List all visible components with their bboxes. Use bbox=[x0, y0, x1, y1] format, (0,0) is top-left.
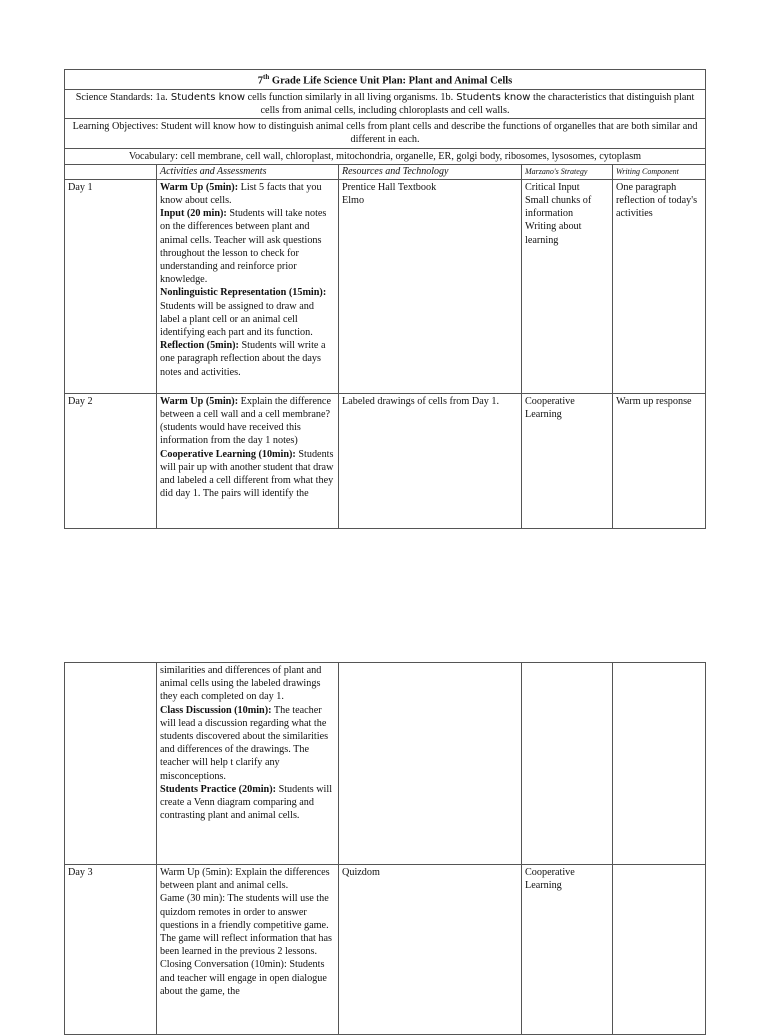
day2-warmup bbox=[160, 395, 335, 448]
day1-nonlinguistic-text: Students will be assigned to draw and label a plant cell or an animal cell identifying each part and its function. bbox=[160, 300, 314, 338]
students-practice-text: Students will create a Venn diagram comparing and contrasting plant and animal cells. bbox=[160, 783, 333, 822]
day2-warmup-text: Explain the difference between a cell wall and a cell membrane? (students would have received this information from the day 1 notes) bbox=[160, 395, 331, 447]
day1-reflection bbox=[160, 339, 335, 379]
day1-label: Day 1 bbox=[65, 179, 157, 393]
unit-plan-table-page2 bbox=[64, 662, 706, 1035]
header-activities: Activities and Assessments bbox=[157, 164, 339, 179]
day3-game: Game (30 min): The students will use the quizdom remotes in order to answer questions in a friendly competitive game. The game will reflect information that has been learned in the previous 2 lessons. bbox=[160, 893, 332, 958]
header-strategy: Marzano's Strategy bbox=[522, 164, 613, 179]
day3-row bbox=[65, 865, 706, 1035]
standard-1b-lead: Students know bbox=[453, 91, 531, 103]
header-resources: Resources and Technology bbox=[339, 164, 522, 179]
vocabulary: Vocabulary: cell membrane, cell wall, chloroplast, mitochondria, organelle, ER, golgi body, ribosomes, lysosomes, cytoplasm bbox=[65, 148, 706, 164]
standard-1a-lead: Students know bbox=[167, 91, 246, 103]
unit-plan-table-page1 bbox=[64, 69, 706, 529]
day1-nonlinguistic bbox=[160, 286, 335, 339]
header-writing: Writing Component bbox=[613, 164, 706, 179]
grade-suffix: th bbox=[263, 73, 270, 81]
day2-writing: Warm up response bbox=[613, 393, 706, 528]
day3-activities bbox=[157, 865, 339, 1035]
day1-strategy-item: Critical Input bbox=[525, 181, 580, 193]
objectives-row bbox=[65, 119, 706, 148]
continued-day-cell bbox=[65, 663, 157, 865]
day3-warmup: Warm Up (5min): Explain the differences between plant and animal cells. bbox=[160, 867, 330, 892]
day2-cooperative-heading: Cooperative Learning (10min): bbox=[160, 448, 296, 460]
standard-1b-text: the characteristics that distinguish plant cells from animal cells, including chloroplasts and cell walls. bbox=[260, 91, 695, 116]
day1-strategy bbox=[522, 179, 613, 393]
class-discussion-heading: Class Discussion (10min): bbox=[160, 704, 272, 716]
grade-number: 7 bbox=[257, 75, 264, 87]
day1-activities bbox=[157, 179, 339, 393]
continued-writing-cell bbox=[613, 663, 706, 865]
unit-title-text: Grade Life Science Unit Plan: Plant and Animal Cells bbox=[269, 75, 513, 87]
standards-label: Science Standards: 1a. bbox=[75, 91, 168, 103]
continued-resources-cell bbox=[339, 663, 522, 865]
day3-resources: Quizdom bbox=[339, 865, 522, 1035]
day2-activities bbox=[157, 393, 339, 528]
day1-warmup-heading: Warm Up (5min): bbox=[160, 181, 239, 193]
day3-writing bbox=[613, 865, 706, 1035]
title-row bbox=[65, 70, 706, 90]
day1-resource-textbook: Prentice Hall Textbook bbox=[342, 181, 437, 193]
day3-closing-conversation: Closing Conversation (10min): Students and teacher will engage in open dialogue about the game, the bbox=[160, 959, 327, 997]
day1-strategy-item: Writing about learning bbox=[525, 221, 582, 246]
day1-input-heading: Input (20 min): bbox=[160, 208, 227, 220]
day2-cooperative-continued: similarities and differences of plant and animal cells using the labeled drawings they each completed on day 1. bbox=[160, 665, 322, 703]
day2-warmup-heading: Warm Up (5min): bbox=[160, 395, 239, 407]
standard-1a-text: cells function similarly in all living organisms. 1b. bbox=[245, 91, 454, 103]
day1-warmup-text: List 5 facts that you know about cells. bbox=[160, 181, 322, 206]
day1-input bbox=[160, 207, 335, 286]
day1-nonlinguistic-heading: Nonlinguistic Representation (15min): bbox=[160, 287, 327, 299]
header-day bbox=[65, 164, 157, 179]
standards-row bbox=[65, 89, 706, 118]
day1-strategy-item: Small chunks of information bbox=[525, 194, 592, 220]
day1-resource-elmo: Elmo bbox=[342, 194, 365, 206]
header-row bbox=[65, 164, 706, 179]
day2-strategy: Cooperative Learning bbox=[522, 393, 613, 528]
day2-students-practice bbox=[160, 783, 335, 823]
continued-strategy-cell bbox=[522, 663, 613, 865]
vocabulary-row bbox=[65, 148, 706, 164]
day2-continued-row bbox=[65, 663, 706, 865]
day2-label: Day 2 bbox=[65, 393, 157, 528]
day3-strategy: Cooperative Learning bbox=[522, 865, 613, 1035]
day1-reflection-text: Students will write a one paragraph reflection about the days notes and activities. bbox=[160, 340, 326, 378]
students-practice-heading: Students Practice (20min): bbox=[160, 783, 277, 795]
class-discussion-text: The teacher will lead a discussion regarding what the students discovered about the similarities and differences of the drawings. The teacher will help t clarify any misconceptions. bbox=[160, 704, 329, 782]
day1-row bbox=[65, 179, 706, 393]
learning-objectives: Learning Objectives: Student will know how to distinguish animal cells from plant cells and describe the functions of organelles that are both similar and different in each. bbox=[65, 119, 706, 148]
day2-continued-activities bbox=[157, 663, 339, 865]
day3-label: Day 3 bbox=[65, 865, 157, 1035]
day1-resources bbox=[339, 179, 522, 393]
day1-input-text: Students will take notes on the differences between plant and animal cells. Teacher will ask questions throughout the lesson to check for understanding and reinforce prior knowledge. bbox=[160, 208, 327, 286]
day2-resources: Labeled drawings of cells from Day 1. bbox=[339, 393, 522, 528]
day1-warmup bbox=[160, 181, 335, 207]
day1-writing: One paragraph reflection of today's activities bbox=[613, 179, 706, 393]
day2-cooperative bbox=[160, 448, 335, 501]
day1-reflection-heading: Reflection (5min): bbox=[160, 340, 239, 352]
unit-title bbox=[65, 70, 706, 90]
day2-class-discussion bbox=[160, 704, 335, 783]
day2-cooperative-text: Students will pair up with another student that draw and labeled a cell different from what they did day 1. The pairs will identify the bbox=[160, 448, 334, 500]
day2-row bbox=[65, 393, 706, 528]
science-standards bbox=[65, 89, 706, 118]
